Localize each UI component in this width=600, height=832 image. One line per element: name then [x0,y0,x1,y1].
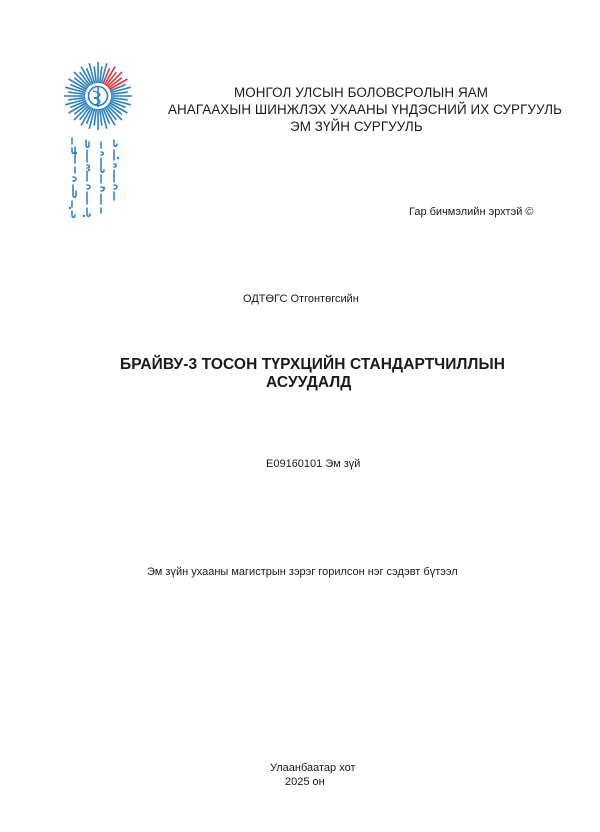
program-code: E09160101 Эм зүй [266,458,361,470]
ministry-name: МОНГОЛ УЛСЫН БОЛОВСРОЛЫН ЯАМ [234,85,489,100]
degree-statement: Эм зүйн ухааны магистрын зэрэг горилсон нэг сэдэвт бүтээл [147,566,458,578]
thesis-title-line-1: БРАЙВУ-3 ТОСОН ТҮРХЦИЙН СТАНДАРТЧИЛЛЫН [120,356,506,373]
author-name: ОДТӨГС Отгонтөгсийн [243,293,359,305]
school-name: ЭМ ЗҮЙН СУРГУУЛЬ [290,119,423,134]
thesis-title-line-2: АСУУДАЛД [266,374,352,391]
university-name: АНАГААХЫН ШИНЖЛЭХ УХААНЫ ҮНДЭСНИЙ ИХ СУРГУУЛЬ [168,102,562,117]
place: Улаанбаатар хот [270,762,356,774]
university-emblem-icon [58,58,138,238]
copyright-notice: Гар бичмэлийн эрхтэй © [409,206,534,218]
thesis-title [100,356,520,392]
year: 2025 он [285,776,325,788]
institution-header [168,84,588,135]
